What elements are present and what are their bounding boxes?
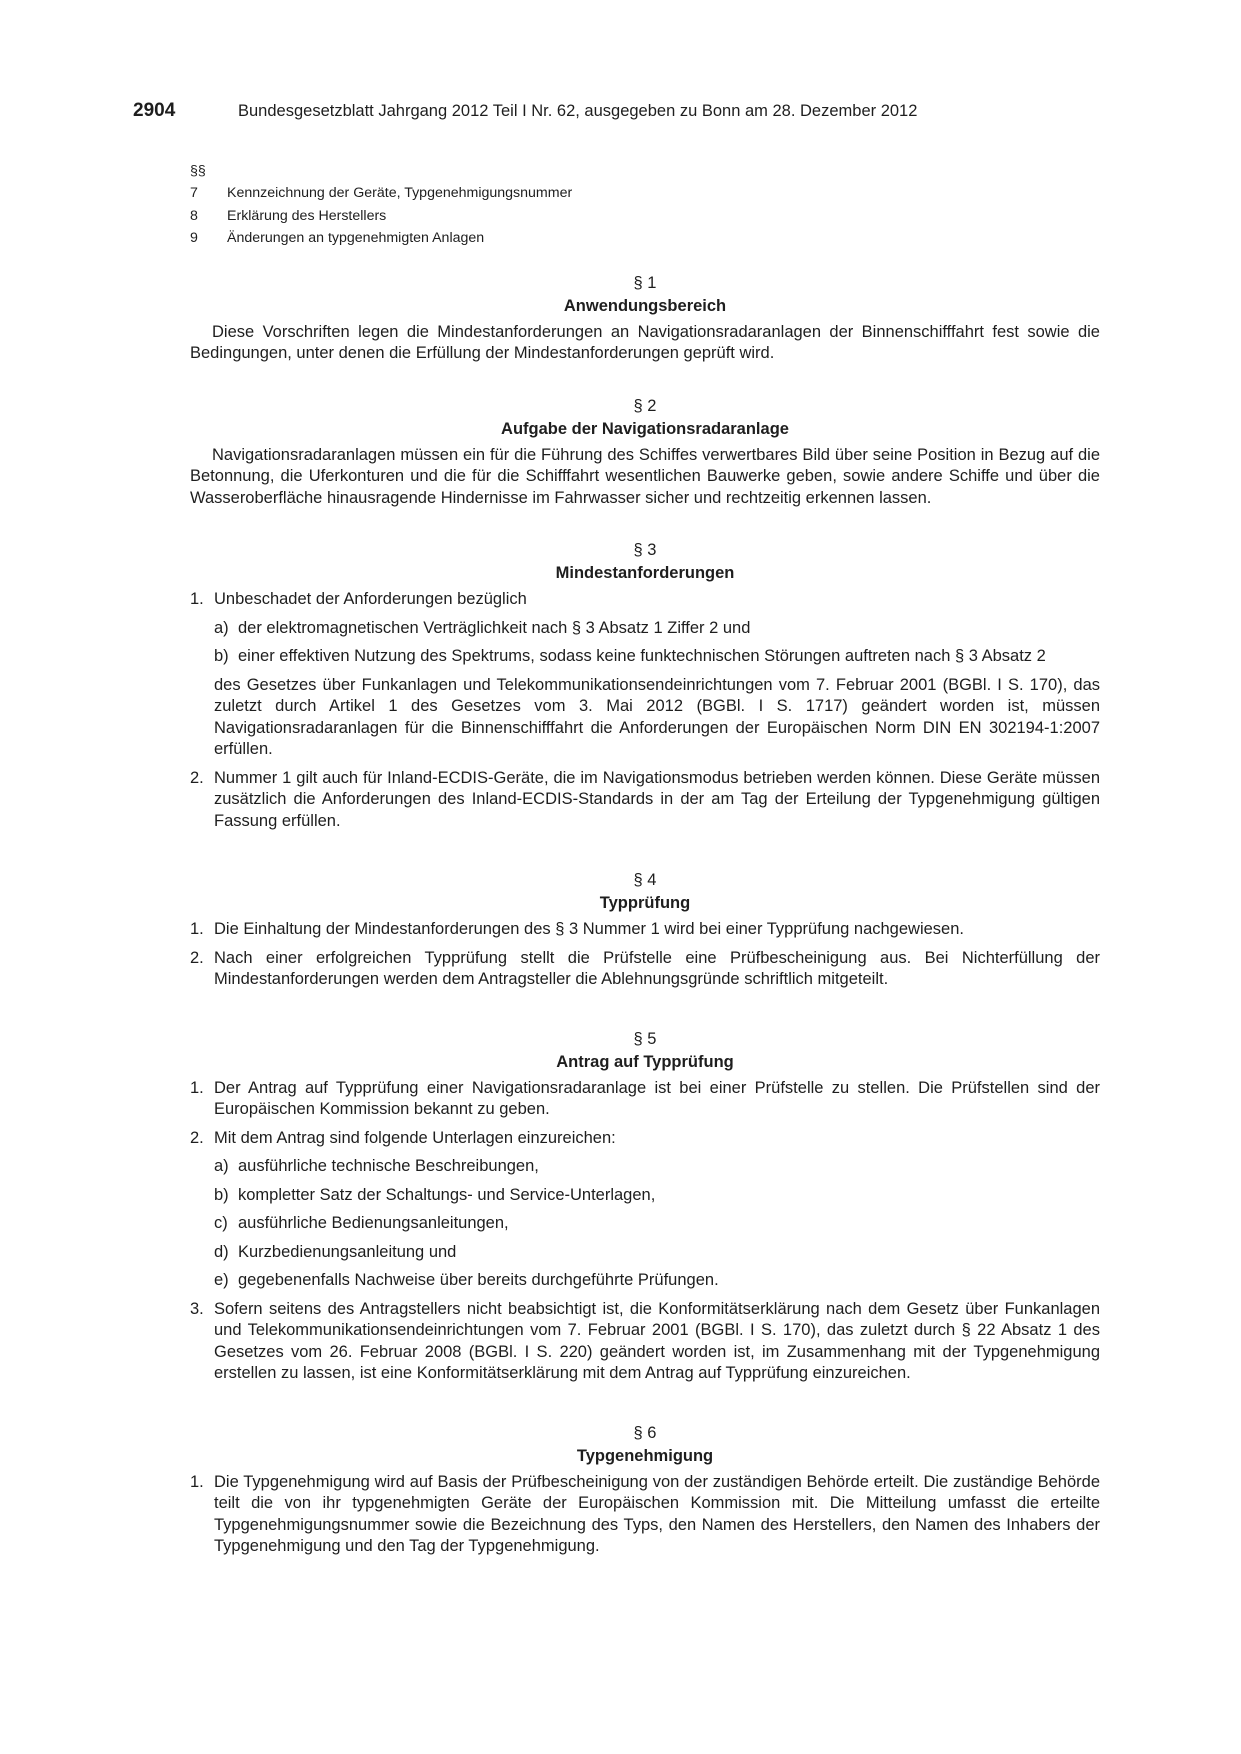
section-title: Aufgabe der Navigationsradaranlage (501, 419, 789, 438)
list-item-text: Die Einhaltung der Mindestanforderungen des § 3 Nummer 1 wird bei einer Typprüfung nachgewiesen. (214, 920, 964, 938)
list-item-number: 2. (190, 768, 204, 787)
list-item (190, 948, 1100, 991)
section-number: § 1 (633, 273, 657, 292)
sub-item-letter: a) (214, 618, 229, 637)
sub-item (214, 1213, 1100, 1235)
sub-item-text: Kurzbedienungsanleitung und (238, 1242, 457, 1261)
toc-row-text: Änderungen an typgenehmigten Anlagen (227, 230, 485, 246)
toc-row-number: 9 (190, 230, 198, 246)
toc-row (190, 227, 1100, 250)
section-6 (190, 1422, 1100, 1558)
sub-item-letter: d) (214, 1242, 229, 1261)
toc-row-number: 8 (190, 207, 198, 224)
section-title: Anwendungsbereich (563, 296, 727, 315)
section-1 (190, 272, 1100, 365)
sub-item-text: ausführliche technische Beschreibungen, (238, 1157, 539, 1175)
section-3 (190, 539, 1100, 832)
list-item-text: Der Antrag auf Typprüfung einer Navigationsradaranlage ist bei einer Prüfstelle zu stellen. Die Prüfstellen sind der Europäischen Kommission bekannt zu geben. (214, 1078, 1100, 1118)
list-item (190, 1078, 1100, 1121)
section-paragraph: Navigationsradaranlagen müssen ein für die Führung des Schiffes verwertbares Bild über seine Position in Bezug auf die Betonnung, die Uferkonturen und die für die Schifffahrt wesentlichen Bauwerke geben, sowie andere Schiffe und über die Wasseroberfläche hinausragende Hindernisse im Fahrwasser sicher und rechtzeitig erkennen lassen. (190, 445, 1100, 507)
sub-item (214, 1156, 1100, 1178)
list-item-text: Nummer 1 gilt auch für Inland-ECDIS-Geräte, die im Navigationsmodus betrieben werden können. Diese Geräte müssen zusätzlich die Anforderungen des Inland-ECDIS-Standards in der am Tag der Erteilung der Typgenehmigung gültigen Fassung erfüllen. (214, 768, 1100, 830)
list-item-number: 2. (190, 948, 204, 967)
sub-item-text: der elektromagnetischen Verträglichkeit nach § 3 Absatz 1 Ziffer 2 und (238, 618, 751, 637)
section-number: § 4 (633, 871, 657, 889)
list-item-text: Die Typgenehmigung wird auf Basis der Prüfbescheinigung von der zuständigen Behörde erteilt. Die zuständige Behörde teilt die von ihr typgenehmigten Geräte der Europäischen Kommission mit. Die Mitteilung umfasst die erteilte Typgenehmigungsnummer sowie die Bezeichnung des Typs, den Namen des Herstellers, den Namen des Inhabers der Typgenehmigung und den Tag der Typgenehmigung. (214, 1472, 1100, 1555)
sub-item-letter: c) (214, 1214, 228, 1232)
toc-row (190, 182, 1100, 205)
section-title: Mindestanforderungen (555, 564, 735, 582)
section-2 (190, 395, 1100, 510)
list-item (190, 1472, 1100, 1558)
list-item-number: 1. (190, 1472, 204, 1491)
section-title: Typgenehmigung (576, 1446, 714, 1465)
page-number: 2904 (133, 100, 176, 121)
sub-item-text: kompletter Satz der Schaltungs- und Service-Unterlagen, (238, 1185, 656, 1204)
sub-item-letter: b) (214, 1185, 229, 1204)
list-item-text: Unbeschadet der Anforderungen bezüglich (214, 590, 527, 608)
list-item-number: 2. (190, 1128, 204, 1147)
list-item (190, 1299, 1100, 1385)
section-number: § 2 (633, 396, 657, 415)
list-item-number: 1. (190, 590, 204, 608)
sub-item-text: gegebenenfalls Nachweise über bereits durchgeführte Prüfungen. (238, 1271, 719, 1289)
list-item-number: 3. (190, 1299, 204, 1318)
section-title: Antrag auf Typprüfung (556, 1052, 734, 1071)
table-of-contents (190, 160, 1100, 250)
list-item (190, 1128, 1100, 1292)
list-item-continuation: des Gesetzes über Funkanlagen und Telekommunikationsendeinrichtungen vom 7. Februar 2001 (BGBl. I S. 170), das zuletzt durch Artikel 1 des Gesetzes vom 3. Mai 2012 (BGBl. I S. 1717) geändert worden ist, müssen Navigationsradaranlagen für die Binnenschifffahrt die Anforderungen der Europäischen Norm DIN EN 302194-1:2007 erfüllen. (214, 675, 1100, 758)
section-number: § 5 (633, 1029, 657, 1048)
list-item-text: Nach einer erfolgreichen Typprüfung stellt die Prüfstelle eine Prüfbescheinigung aus. Bei Nichterfüllung der Mindestanforderungen werden dem Antragsteller die Ablehnungsgründe schriftlich mitgeteilt. (214, 948, 1100, 988)
gazette-title: Bundesgesetzblatt Jahrgang 2012 Teil I Nr. 62, ausgegeben zu Bonn am 28. Dezember 2012 (238, 102, 918, 120)
sub-item (214, 1270, 1100, 1292)
section-paragraph: Diese Vorschriften legen die Mindestanforderungen an Navigationsradaranlagen der Binnenschifffahrt fest sowie die Bedingungen, unter denen die Erfüllung der Mindestanforderungen geprüft wird. (190, 322, 1100, 362)
section-5 (190, 1028, 1100, 1385)
toc-row-text: Kennzeichnung der Geräte, Typgenehmigungsnummer (227, 185, 573, 201)
sub-item (214, 618, 1100, 640)
sub-item (214, 1242, 1100, 1264)
toc-row (190, 205, 1100, 228)
toc-symbol: §§ (190, 163, 206, 179)
section-4 (190, 869, 1100, 991)
toc-row-number: 7 (190, 185, 198, 201)
section-number: § 3 (633, 541, 657, 559)
sub-item-letter: a) (214, 1157, 229, 1175)
toc-row-text: Erklärung des Herstellers (227, 207, 387, 224)
section-number: § 6 (633, 1423, 657, 1442)
sub-item-text: einer effektiven Nutzung des Spektrums, sodass keine funktechnischen Störungen auftreten nach § 3 Absatz 2 (238, 647, 1046, 665)
list-item-number: 1. (190, 920, 204, 938)
sub-item-text: ausführliche Bedienungsanleitungen, (238, 1214, 509, 1232)
list-item-text: Sofern seitens des Antragstellers nicht beabsichtigt ist, die Konformitätserklärung nach dem Gesetz über Funkanlagen und Telekommunikationsendeinrichtungen vom 7. Februar 2001 (BGBl. I S. 170), das zuletzt durch § 22 Absatz 1 des Gesetzes vom 26. Februar 2008 (BGBl. I S. 220) geändert worden ist, im Zusammenhang mit der Typgenehmigung erstellen zu lassen, ist eine Konformitätserklärung mit dem Antrag auf Typprüfung einzureichen. (214, 1299, 1100, 1382)
sub-item-letter: e) (214, 1271, 229, 1289)
section-title: Typprüfung (599, 894, 691, 912)
list-item (190, 919, 1100, 941)
list-item-number: 1. (190, 1078, 204, 1097)
sub-item (214, 646, 1100, 668)
document-body (190, 160, 1100, 1565)
list-item (190, 589, 1100, 761)
sub-item-letter: b) (214, 647, 229, 665)
list-item (190, 768, 1100, 833)
sub-item (214, 1185, 1100, 1207)
list-item-text: Mit dem Antrag sind folgende Unterlagen einzureichen: (214, 1128, 616, 1147)
